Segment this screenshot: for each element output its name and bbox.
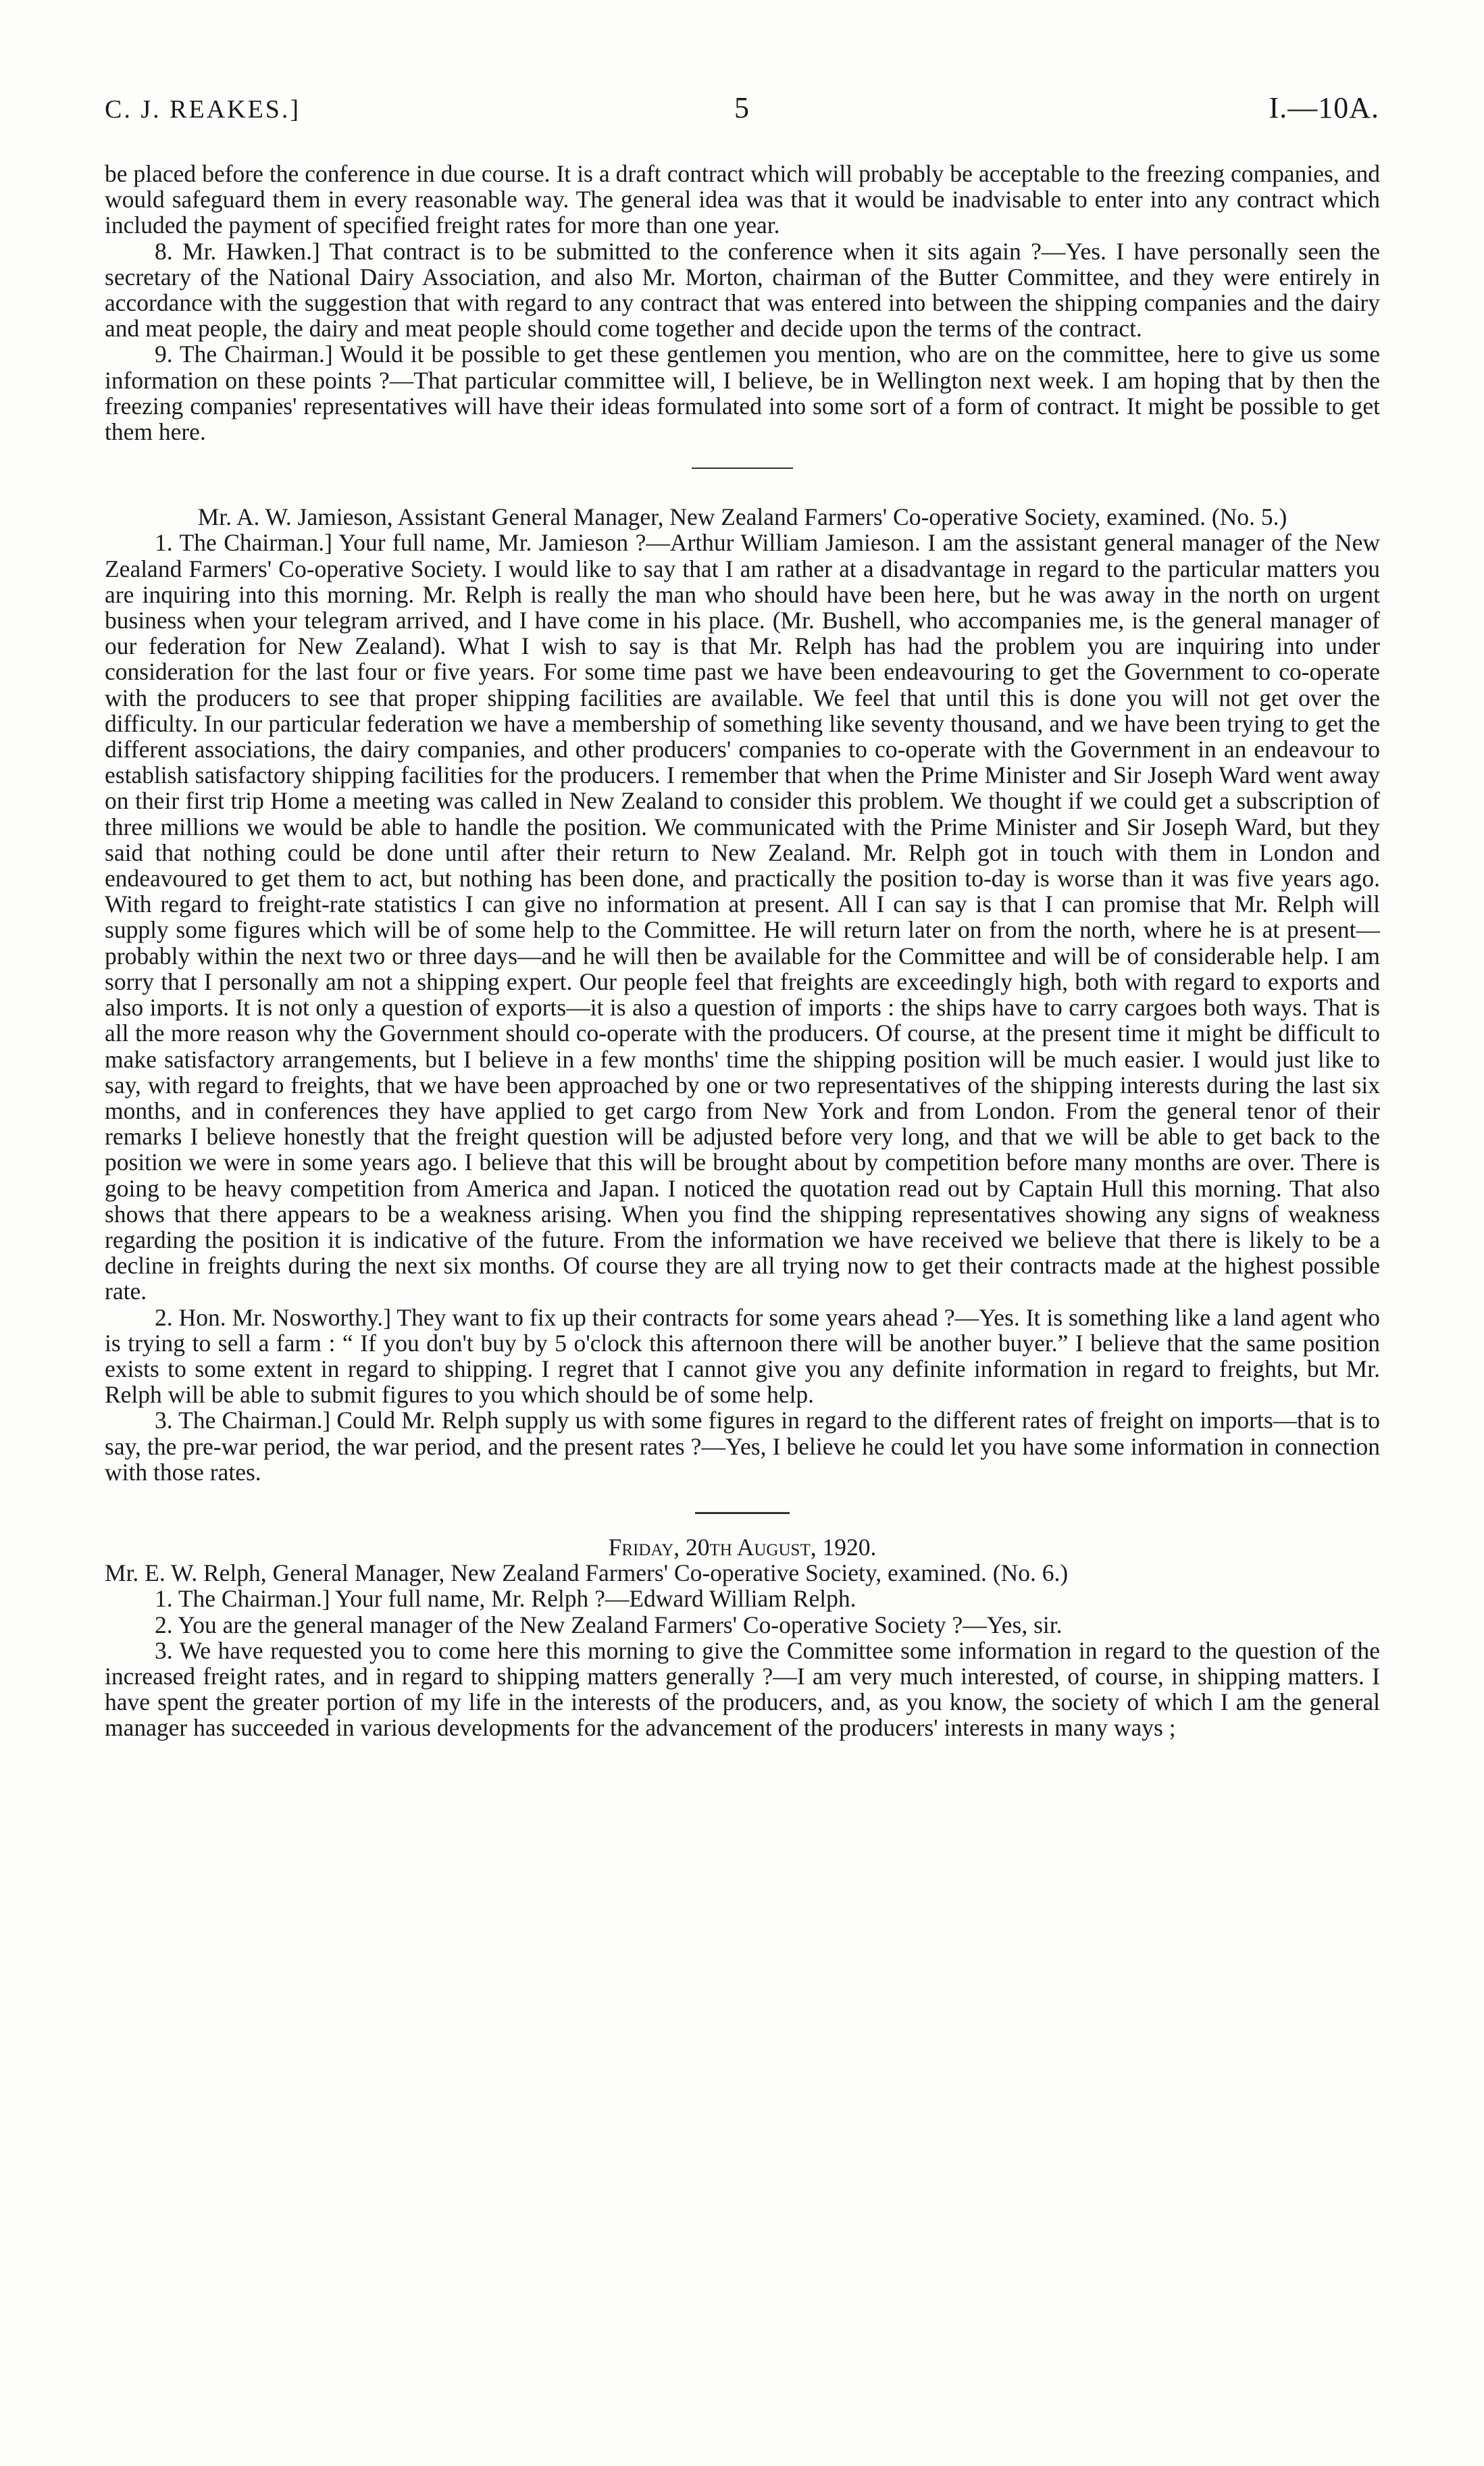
relph-question-3: 3. We have requested you to come here this morning to give the Committee some information in regard to the question of the increased freight rates, and in regard to shipping matters generally ?—I am very much interested, of course, in shipping matters. I have spent the greater portion of my life in the interests of the producers, and, as you know, the society of which I am the general manager has succeeded in various developments for the advancement of the producers' interests in many ways ; [105,1636,1380,1742]
date-heading: Friday, 20th August, 1920. [608,1533,877,1561]
page-number: 5 [734,91,750,124]
relph-question-2: 2. You are the general manager of the New Zealand Farmers' Co-operative Society ?—Yes, sir. [155,1611,1063,1638]
document-reference: I.—10A. [1269,91,1379,124]
paragraph-continued: be placed before the conference in due course. It is a draft contract which will probably be acceptable to the freezing companies, and would safeguard them in every reasonable way. The general idea was that it would be inadvisable to enter into any contract which included the payment of specified freight rates for more than one year. [105,160,1380,239]
relph-question-1: 1. The Chairman.] Your full name, Mr. Relph ?—Edward William Relph. [155,1585,856,1613]
page-body [105,161,1380,1741]
jamieson-question-3: 3. The Chairman.] Could Mr. Relph supply us with some figures in regard to the different rates of freight on imports—that is to say, the pre-war period, the war period, and the present rates ?—Yes, I believe he could let you have some information in connection with those rates. [105,1407,1380,1486]
witness-heading-jamieson: Mr. A. W. Jamieson, Assistant General Manager, New Zealand Farmers' Co-operative Society, examined. (No. 5.) [197,503,1287,531]
page-header [105,91,1379,135]
header-witness-name: C. J. REAKES.] [105,95,301,124]
witness-heading-relph: Mr. E. W. Relph, General Manager, New Zealand Farmers' Co-operative Society, examined. (No. 6.) [105,1559,1069,1587]
question-9: 9. The Chairman.] Would it be possible to get these gentlemen you mention, who are on the committee, here to give us some information on these points ?—That particular committee will, I believe, be in Wellington next week. I am hoping that by then the freezing companies' representatives will have their ideas formulated into some sort of a form of contract. It might be possible to get them here. [105,341,1380,446]
question-8: 8. Mr. Hawken.] That contract is to be submitted to the conference when it sits again ?—Yes. I have personally seen the secretary of the National Dairy Association, and also Mr. Morton, chairman of the Butter Committee, and they were entirely in accordance with the suggestion that with regard to any contract that was entered into between the shipping companies and the dairy and meat people, the dairy and meat people should come together and decide upon the terms of the contract. [105,237,1380,343]
jamieson-question-1: 1. The Chairman.] Your full name, Mr. Jamieson ?—Arthur William Jamieson. I am the assistant general manager of the New Zealand Farmers' Co-operative Society. I would like to say that I am rather at a disadvantage in regard to the particular matters you are inquiring into this morning. Mr. Relph is really the man who should have been here, but he was away in the north on urgent business when your telegram arrived, and I have come in his place. (Mr. Bushell, who accompanies me, is the general manager of our federation for New Zealand). What I wish to say is that Mr. Relph has had the problem you are inquiring into under consideration for the last four or five years. For some time past we have been endeavouring to get the Government to co-operate with the producers to see that proper shipping facilities are available. We feel that until this is done you will not get over the difficulty. In our particular federation we have a membership of something like seventy thousand, and we have been trying to get the different associations, the dairy companies, and other producers' companies to co-operate with the Government in an endeavour to establish satisfactory shipping facilities for the producers. I remember that when the Prime Minister and Sir Joseph Ward went away on their first trip Home a meeting was called in New Zealand to consider this problem. We thought if we could get a subscription of three millions we would be able to handle the position. We communicated with the Prime Minister and Sir Joseph Ward, but they said that nothing could be done until after their return to New Zealand. Mr. Relph got in touch with them in London and endeavoured to get them to act, but nothing has been done, and practically the position to-day is worse than it was five years ago. With regard to freight-rate statistics I can give no information at present. All I can say is that I can promise that Mr. Relph will supply some figures which will be of some help to the Committee. He will return later on from the north, where he is at present—probably within the next two or three days—and he will then be available for the Committee and will be of considerable help. I am sorry that I personally am not a shipping expert. Our people feel that freights are exceedingly high, both with regard to exports and also imports. It is not only a question of exports—it is also a question of imports : the ships have to carry cargoes both ways. That is all the more reason why the Government should co-operate with the producers. Of course, at the present time it might be difficult to make satisfactory arrangements, but I believe in a few months' time the shipping position will be much easier. I would just like to say, with regard to freights, that we have been approached by one or two representatives of the shipping interests during the last six months, and in conferences they have applied to get cargo from New York and from London. From the general tenor of their remarks I believe honestly that the freight question will be adjusted before very long, and that we will be able to get back to the position we were in some years ago. I believe that this will be brought about by competition before many months are over. There is going to be heavy competition from America and Japan. I noticed the quotation read out by Captain Hull this morning. That also shows that there appears to be a weakness arising. When you find the shipping representatives showing any signs of weakness regarding the position it is indicative of the future. From the information we have received we believe that there is likely to be a decline in freights during the next six months. Of course they are all trying now to get their contracts made at the highest possible rate. [105,529,1380,1305]
jamieson-question-2: 2. Hon. Mr. Nosworthy.] They want to fix up their contracts for some years ahead ?—Yes. It is something like a land agent who is trying to sell a farm : “ If you don't buy by 5 o'clock this afternoon there will be another buyer.” I believe that the same position exists to some extent in regard to shipping. I regret that I cannot give you any definite information in regard to freights, but Mr. Relph will be able to submit figures to you which should be of some help. [105,1303,1380,1409]
